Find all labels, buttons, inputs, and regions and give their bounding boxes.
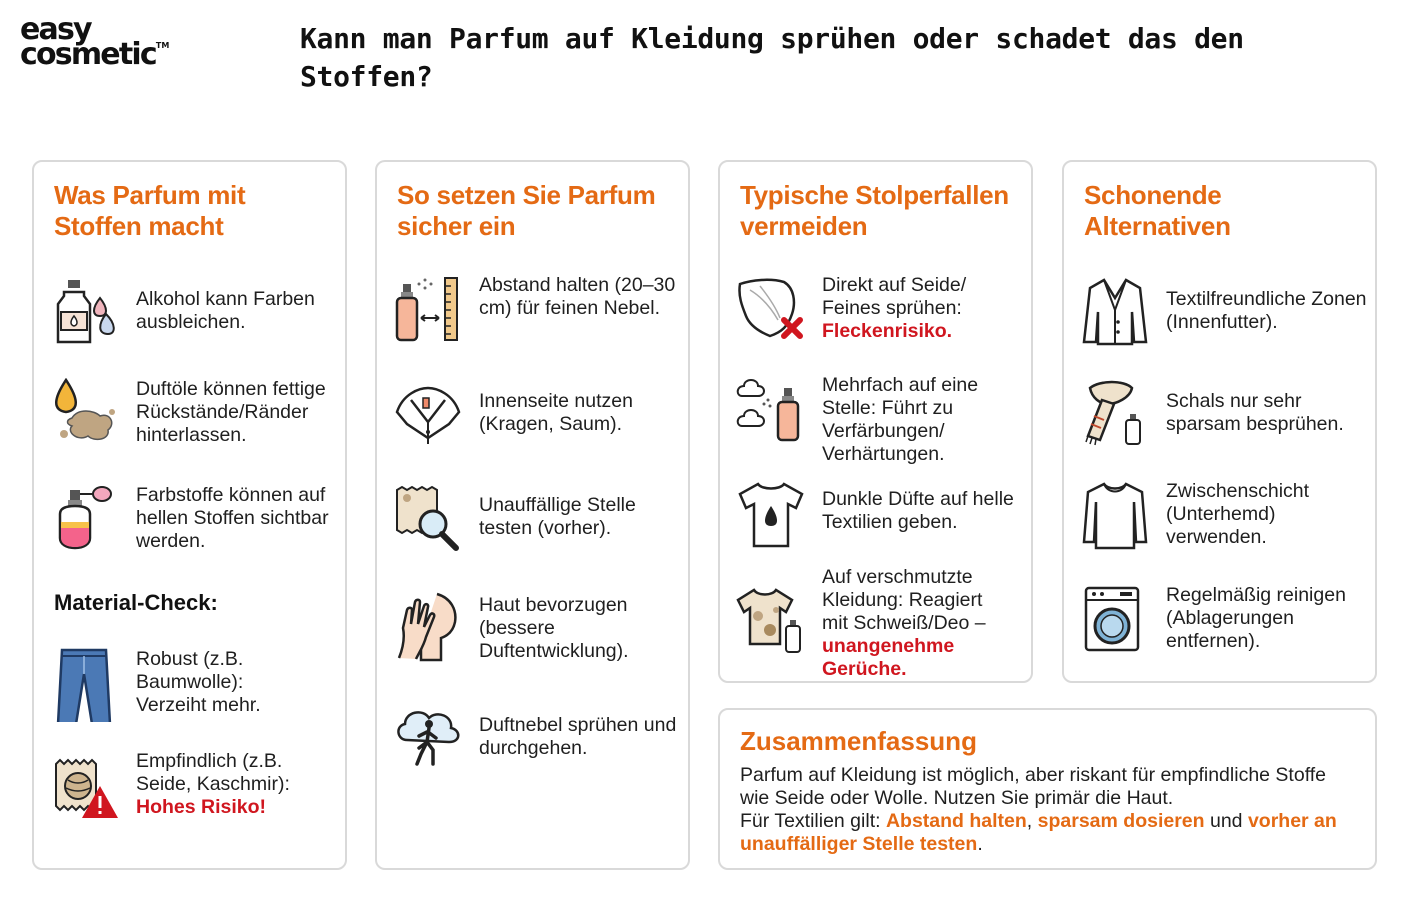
list-item <box>736 374 1023 466</box>
list-item <box>393 704 680 796</box>
item-text: Regelmäßig reinigen (Ablagerungen entfernen). <box>1166 584 1346 652</box>
material-check-heading: Material-Check: <box>54 590 218 615</box>
list-item <box>736 566 1023 680</box>
risk-label: Hohes Risiko! <box>136 796 267 818</box>
card-title: Schonende Alternativen <box>1084 180 1231 241</box>
item-text: Duftöle können fettige Rückstände/Ränder hinterlassen. <box>136 378 326 446</box>
item-text: Abstand halten (20–30 cm) für feinen Nebel. <box>479 274 676 319</box>
item-text: Auf verschmutzte Kleidung: Reagiert mit Schweiß/Deo – unangenehme Gerüche. <box>822 566 986 680</box>
list-item <box>50 752 337 844</box>
item-text: Empfindlich (z.B. Seide, Kaschmir): Hohes Risiko! <box>136 750 290 818</box>
perfume-atomizer-icon <box>50 484 120 554</box>
list-item <box>1080 380 1367 472</box>
item-text: Zwischenschicht (Unterhemd) verwenden. <box>1166 480 1310 548</box>
repeated-spray-icon <box>736 374 806 444</box>
summary-card <box>718 708 1377 870</box>
silk-cross-icon <box>736 274 806 344</box>
highlight-dose: sparsam dosieren <box>1037 810 1205 832</box>
item-text: Dunkle Düfte auf helle Textilien geben. <box>822 488 1014 533</box>
list-item <box>50 278 337 370</box>
item-text: Textilfreundliche Zonen (Innenfutter). <box>1166 288 1367 333</box>
list-item <box>50 484 337 576</box>
logo-line2: cosmetic™ <box>20 36 170 72</box>
dark-drop-shirt-icon <box>736 480 806 550</box>
fabric-magnifier-icon <box>393 484 463 554</box>
list-item <box>1080 480 1367 572</box>
list-item <box>393 592 680 684</box>
jacket-lining-icon <box>1080 278 1150 348</box>
list-item <box>393 382 680 474</box>
scarf-icon <box>1080 380 1150 450</box>
logo-line1: easy <box>20 12 91 47</box>
list-item <box>393 274 680 366</box>
list-item <box>1080 278 1367 370</box>
card-safe-usage <box>375 160 690 870</box>
washing-machine-icon <box>1080 584 1150 654</box>
card-what-perfume-does <box>32 160 347 870</box>
neck-skin-icon <box>393 592 463 662</box>
card-title: Was Parfum mit Stoffen macht <box>54 180 246 241</box>
item-text: Duftnebel sprühen und durchgehen. <box>479 714 677 759</box>
summary-title: Zusammenfassung <box>740 726 977 756</box>
brand-logo <box>20 12 180 72</box>
summary-text: Parfum auf Kleidung ist möglich, aber riskant für empfindliche Stoffe wie Seide oder Wolle. Nutzen Sie primär die Haut. Für Textilien gilt: Abstand halten, sparsam dosieren und vorher an unauffälliger Stelle testen. <box>740 764 1337 855</box>
page-title: Kann man Parfum auf Kleidung sprühen oder schadet das den Stoffen? <box>300 22 1244 93</box>
dirty-shirt-icon <box>736 586 806 656</box>
list-item <box>736 480 1023 572</box>
walk-through-mist-icon <box>393 704 463 774</box>
undershirt-icon <box>1080 480 1150 550</box>
item-text: Mehrfach auf eine Stelle: Führt zu Verfärbungen/ Verhärtungen. <box>822 374 979 465</box>
item-text: Direkt auf Seide/ Feines sprühen: Fleckenrisiko. <box>822 274 967 342</box>
list-item <box>393 484 680 576</box>
card-title: Typische Stolperfallen vermeiden <box>740 180 1009 241</box>
jeans-icon <box>50 640 120 710</box>
risk-label: Fleckenrisiko. <box>822 320 953 342</box>
risk-label: unangenehme Gerüche. <box>822 635 955 680</box>
item-text: Schals nur sehr sparsam besprühen. <box>1166 390 1344 435</box>
card-alternatives <box>1062 160 1377 683</box>
item-text: Alkohol kann Farben ausbleichen. <box>136 288 315 333</box>
item-text: Innenseite nutzen (Kragen, Saum). <box>479 390 633 435</box>
shirt-collar-icon <box>393 382 463 452</box>
silk-warning-icon <box>50 752 120 822</box>
item-text: Unauffällige Stelle testen (vorher). <box>479 494 636 539</box>
item-text: Robust (z.B. Baumwolle): Verzeiht mehr. <box>136 648 261 716</box>
highlight-distance: Abstand halten <box>885 810 1027 832</box>
item-text: Farbstoffe können auf hellen Stoffen sichtbar werden. <box>136 484 329 552</box>
list-item <box>50 378 337 470</box>
alcohol-bottle-icon <box>50 278 120 348</box>
spray-distance-icon <box>393 274 463 344</box>
card-title: So setzen Sie Parfum sicher ein <box>397 180 656 241</box>
card-pitfalls <box>718 160 1033 683</box>
oil-drop-stain-icon <box>50 378 120 448</box>
highlight-test: vorher an unauffälliger Stelle testen <box>740 810 1337 855</box>
item-text: Haut bevorzugen (bessere Duftentwicklung). <box>479 594 629 662</box>
list-item <box>1080 584 1367 676</box>
list-item <box>50 640 337 732</box>
list-item <box>736 274 1023 366</box>
